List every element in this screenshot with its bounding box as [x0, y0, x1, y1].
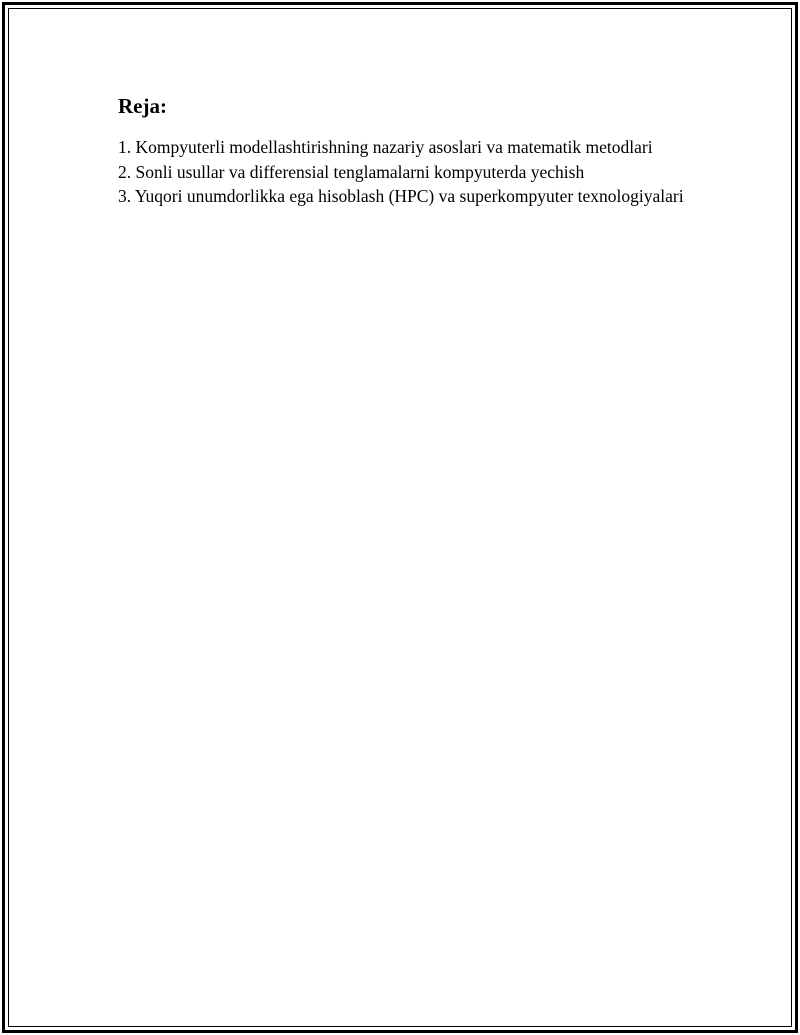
plan-item-2: 2. Sonli usullar va differensial tenglamalarni kompyuterda yechish [118, 161, 585, 182]
plan-list [118, 135, 718, 209]
plan-item-3: 3. Yuqori unumdorlikka ega hisoblash (HPC) va superkompyuter texnologiyalari [118, 186, 684, 206]
plan-item-1: 1. Kompyuterli modellashtirishning nazariy asoslari va matematik metodlari [118, 137, 653, 157]
document-content [118, 93, 718, 209]
plan-heading: Reja: [118, 94, 167, 118]
